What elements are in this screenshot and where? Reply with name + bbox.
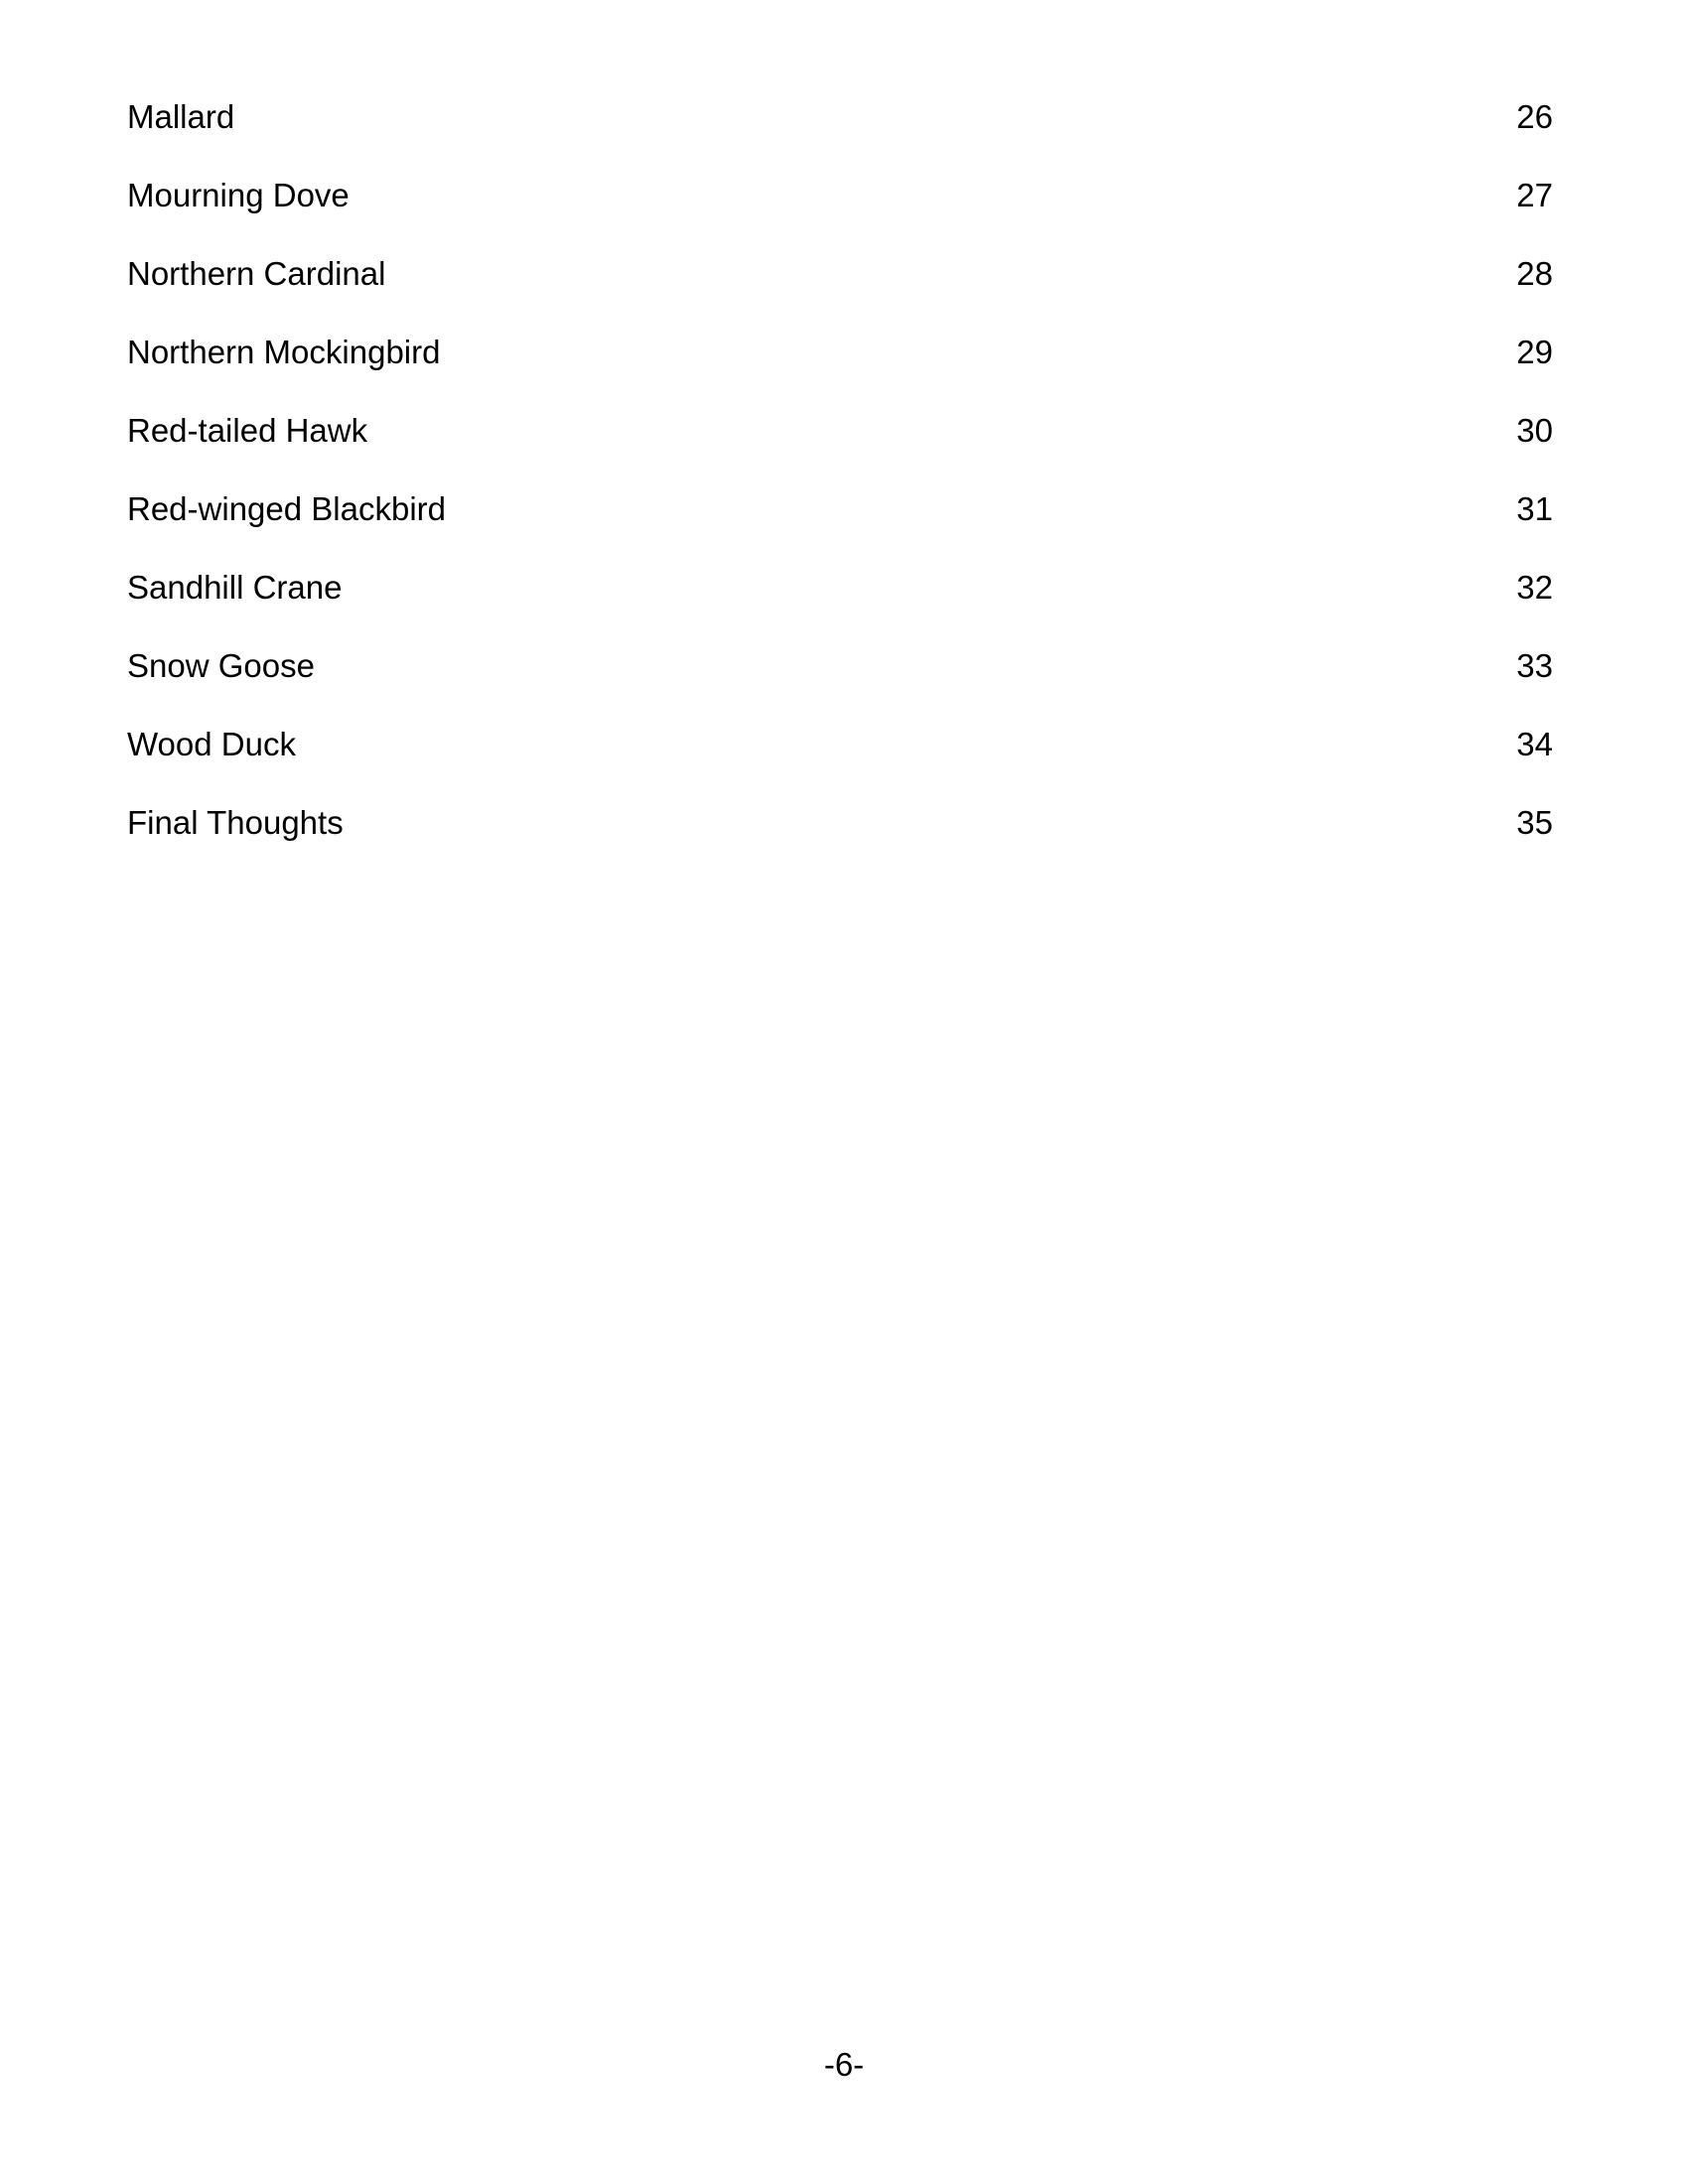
toc-entry-page-number: 29 xyxy=(1516,334,1553,370)
toc-entry-title: Sandhill Crane xyxy=(127,569,343,606)
toc-entry-page-number: 28 xyxy=(1516,255,1553,292)
toc-entry-title: Northern Cardinal xyxy=(127,255,386,292)
toc-entry-title: Mourning Dove xyxy=(127,177,350,213)
toc-entry-page-number: 35 xyxy=(1516,804,1553,841)
toc-entry-title: Northern Mockingbird xyxy=(127,334,441,370)
toc-entry-title: Wood Duck xyxy=(127,726,296,762)
toc-entry-mourning-dove[interactable] xyxy=(127,170,1553,248)
toc-entry-page-number: 30 xyxy=(1516,412,1553,449)
toc-entry-page-number: 26 xyxy=(1516,98,1553,135)
toc-entry-red-tailed-hawk[interactable] xyxy=(127,405,1553,483)
toc-entry-wood-duck[interactable] xyxy=(127,719,1553,797)
toc-entry-title: Red-tailed Hawk xyxy=(127,412,368,449)
toc-entry-northern-mockingbird[interactable] xyxy=(127,327,1553,405)
toc-entry-page-number: 34 xyxy=(1516,726,1553,762)
toc-entry-title: Snow Goose xyxy=(127,647,315,684)
toc-entry-page-number: 31 xyxy=(1516,490,1553,527)
toc-entry-page-number: 27 xyxy=(1516,177,1553,213)
table-of-contents xyxy=(127,91,1553,876)
toc-entry-page-number: 32 xyxy=(1516,569,1553,606)
toc-entry-red-winged-blackbird[interactable] xyxy=(127,483,1553,562)
toc-entry-snow-goose[interactable] xyxy=(127,640,1553,719)
toc-entry-sandhill-crane[interactable] xyxy=(127,562,1553,640)
toc-entry-page-number: 33 xyxy=(1516,647,1553,684)
toc-entry-title: Mallard xyxy=(127,98,235,135)
page-footer-number: -6- xyxy=(823,2046,865,2083)
toc-entry-northern-cardinal[interactable] xyxy=(127,248,1553,327)
toc-entry-final-thoughts[interactable] xyxy=(127,797,1553,876)
toc-entry-title: Red-winged Blackbird xyxy=(127,490,446,527)
toc-entry-title: Final Thoughts xyxy=(127,804,344,841)
toc-entry-mallard[interactable] xyxy=(127,91,1553,170)
